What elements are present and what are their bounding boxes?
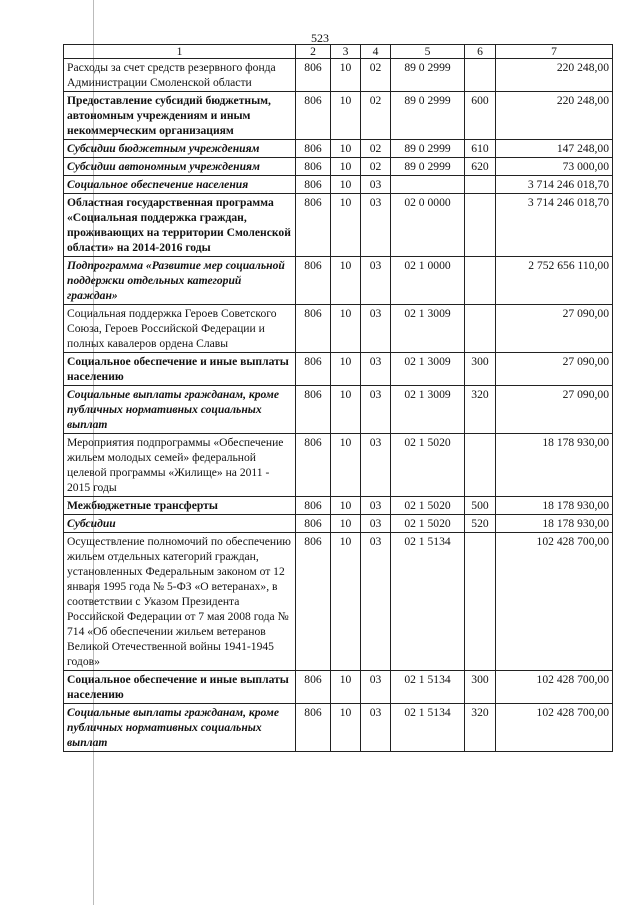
row-target-article-cell: 89 0 2999: [391, 59, 465, 92]
row-amount-cell: 2 752 656 110,00: [496, 257, 613, 305]
row-subsection-cell: 03: [361, 305, 391, 353]
row-section-cell: 10: [331, 353, 361, 386]
row-name-cell: Социальное обеспечение населения: [64, 176, 296, 194]
row-section-cell: 10: [331, 140, 361, 158]
row-name-cell: Предоставление субсидий бюджетным, автономным учреждениям и иным некоммерческим организациям: [64, 92, 296, 140]
row-code-cell: 806: [296, 59, 331, 92]
table-row: [64, 194, 613, 257]
row-target-article-cell: 89 0 2999: [391, 158, 465, 176]
row-name-cell: Субсидии автономным учреждениям: [64, 158, 296, 176]
row-section-cell: 10: [331, 434, 361, 497]
table-row: [64, 140, 613, 158]
row-subsection-cell: 03: [361, 386, 391, 434]
row-code-cell: 806: [296, 386, 331, 434]
row-amount-cell: 220 248,00: [496, 59, 613, 92]
row-expense-type-cell: [465, 434, 496, 497]
row-name-cell: Социальная поддержка Героев Советского Союза, Героев Российской Федерации и полных кавалеров ордена Славы: [64, 305, 296, 353]
column-header: 3: [331, 45, 361, 59]
row-target-article-cell: 02 1 3009: [391, 353, 465, 386]
column-header: 4: [361, 45, 391, 59]
row-name-cell: Социальное обеспечение и иные выплаты населению: [64, 353, 296, 386]
row-expense-type-cell: 500: [465, 497, 496, 515]
row-name-cell: Межбюджетные трансферты: [64, 497, 296, 515]
row-code-cell: 806: [296, 305, 331, 353]
table-row: [64, 533, 613, 671]
column-header: 7: [496, 45, 613, 59]
row-target-article-cell: 89 0 2999: [391, 140, 465, 158]
row-code-cell: 806: [296, 176, 331, 194]
row-code-cell: 806: [296, 497, 331, 515]
row-expense-type-cell: 610: [465, 140, 496, 158]
row-amount-cell: 3 714 246 018,70: [496, 176, 613, 194]
row-name-cell: Субсидии бюджетным учреждениям: [64, 140, 296, 158]
table-row: [64, 59, 613, 92]
row-subsection-cell: 02: [361, 92, 391, 140]
row-target-article-cell: 02 1 3009: [391, 386, 465, 434]
row-amount-cell: 18 178 930,00: [496, 497, 613, 515]
row-section-cell: 10: [331, 533, 361, 671]
row-target-article-cell: 02 1 5020: [391, 497, 465, 515]
row-code-cell: 806: [296, 671, 331, 704]
row-code-cell: 806: [296, 515, 331, 533]
row-amount-cell: 18 178 930,00: [496, 434, 613, 497]
row-name-cell: Социальные выплаты гражданам, кроме публичных нормативных социальных выплат: [64, 386, 296, 434]
row-target-article-cell: 02 1 5020: [391, 434, 465, 497]
row-name-cell: Расходы за счет средств резервного фонда Администрации Смоленской области: [64, 59, 296, 92]
row-section-cell: 10: [331, 158, 361, 176]
row-amount-cell: 27 090,00: [496, 353, 613, 386]
row-expense-type-cell: [465, 257, 496, 305]
column-header: 5: [391, 45, 465, 59]
row-code-cell: 806: [296, 140, 331, 158]
column-header: 6: [465, 45, 496, 59]
row-target-article-cell: [391, 176, 465, 194]
row-code-cell: 806: [296, 434, 331, 497]
table-row: [64, 386, 613, 434]
table-row: [64, 305, 613, 353]
row-expense-type-cell: 320: [465, 704, 496, 752]
table-row: [64, 176, 613, 194]
row-expense-type-cell: [465, 176, 496, 194]
column-header: 2: [296, 45, 331, 59]
row-expense-type-cell: 320: [465, 386, 496, 434]
row-expense-type-cell: 620: [465, 158, 496, 176]
table-row: [64, 671, 613, 704]
row-subsection-cell: 03: [361, 704, 391, 752]
row-subsection-cell: 02: [361, 158, 391, 176]
row-code-cell: 806: [296, 92, 331, 140]
table-row: [64, 704, 613, 752]
table-row: [64, 257, 613, 305]
row-subsection-cell: 03: [361, 353, 391, 386]
table-row: [64, 515, 613, 533]
table-row: [64, 434, 613, 497]
row-section-cell: 10: [331, 515, 361, 533]
row-expense-type-cell: [465, 59, 496, 92]
row-code-cell: 806: [296, 194, 331, 257]
row-subsection-cell: 03: [361, 257, 391, 305]
row-section-cell: 10: [331, 704, 361, 752]
row-subsection-cell: 03: [361, 194, 391, 257]
row-section-cell: 10: [331, 497, 361, 515]
row-section-cell: 10: [331, 59, 361, 92]
row-amount-cell: 220 248,00: [496, 92, 613, 140]
row-section-cell: 10: [331, 386, 361, 434]
row-amount-cell: 102 428 700,00: [496, 704, 613, 752]
row-subsection-cell: 02: [361, 140, 391, 158]
row-target-article-cell: 02 1 5020: [391, 515, 465, 533]
row-amount-cell: 102 428 700,00: [496, 533, 613, 671]
table-header-row: [64, 45, 613, 59]
row-subsection-cell: 03: [361, 671, 391, 704]
row-name-cell: Подпрограмма «Развитие мер социальной поддержки отдельных категорий граждан»: [64, 257, 296, 305]
row-expense-type-cell: [465, 194, 496, 257]
budget-table: [63, 44, 613, 752]
row-expense-type-cell: [465, 533, 496, 671]
row-target-article-cell: 02 1 5134: [391, 704, 465, 752]
row-name-cell: Субсидии: [64, 515, 296, 533]
row-code-cell: 806: [296, 158, 331, 176]
row-amount-cell: 27 090,00: [496, 386, 613, 434]
row-code-cell: 806: [296, 533, 331, 671]
row-section-cell: 10: [331, 257, 361, 305]
row-code-cell: 806: [296, 257, 331, 305]
row-subsection-cell: 03: [361, 176, 391, 194]
row-target-article-cell: 02 0 0000: [391, 194, 465, 257]
row-target-article-cell: 02 1 3009: [391, 305, 465, 353]
row-code-cell: 806: [296, 704, 331, 752]
row-amount-cell: 3 714 246 018,70: [496, 194, 613, 257]
row-expense-type-cell: 300: [465, 671, 496, 704]
row-target-article-cell: 02 1 5134: [391, 671, 465, 704]
row-section-cell: 10: [331, 305, 361, 353]
row-subsection-cell: 03: [361, 515, 391, 533]
row-target-article-cell: 89 0 2999: [391, 92, 465, 140]
row-amount-cell: 102 428 700,00: [496, 671, 613, 704]
table-row: [64, 158, 613, 176]
table-row: [64, 353, 613, 386]
row-section-cell: 10: [331, 176, 361, 194]
column-header: 1: [64, 45, 296, 59]
row-subsection-cell: 02: [361, 59, 391, 92]
row-amount-cell: 27 090,00: [496, 305, 613, 353]
row-expense-type-cell: 600: [465, 92, 496, 140]
row-section-cell: 10: [331, 194, 361, 257]
row-expense-type-cell: 300: [465, 353, 496, 386]
row-subsection-cell: 03: [361, 434, 391, 497]
row-expense-type-cell: [465, 305, 496, 353]
row-amount-cell: 73 000,00: [496, 158, 613, 176]
row-code-cell: 806: [296, 353, 331, 386]
row-name-cell: Социальные выплаты гражданам, кроме публичных нормативных социальных выплат: [64, 704, 296, 752]
row-target-article-cell: 02 1 5134: [391, 533, 465, 671]
row-subsection-cell: 03: [361, 497, 391, 515]
table-body: [64, 59, 613, 752]
row-section-cell: 10: [331, 92, 361, 140]
page-number: 523: [311, 31, 329, 45]
row-section-cell: 10: [331, 671, 361, 704]
row-name-cell: Областная государственная программа «Социальная поддержка граждан, проживающих на территории Смоленской области» на 2014-2016 годы: [64, 194, 296, 257]
row-expense-type-cell: 520: [465, 515, 496, 533]
row-subsection-cell: 03: [361, 533, 391, 671]
row-name-cell: Осуществление полномочий по обеспечению жильем отдельных категорий граждан, установленных Федеральным законом от 12 января 1995 года № 5-ФЗ «О ветеранах», в соответствии с Указом Президента Российской Федерации от 7 мая 2008 года № 714 «Об обеспечении жильем ветеранов Великой Отечественной войны 1941-1945 годов»: [64, 533, 296, 671]
table-row: [64, 92, 613, 140]
row-name-cell: Мероприятия подпрограммы «Обеспечение жильем молодых семей» федеральной целевой программы «Жилище» на 2011 - 2015 годы: [64, 434, 296, 497]
row-amount-cell: 18 178 930,00: [496, 515, 613, 533]
row-name-cell: Социальное обеспечение и иные выплаты населению: [64, 671, 296, 704]
row-target-article-cell: 02 1 0000: [391, 257, 465, 305]
row-amount-cell: 147 248,00: [496, 140, 613, 158]
table-row: [64, 497, 613, 515]
